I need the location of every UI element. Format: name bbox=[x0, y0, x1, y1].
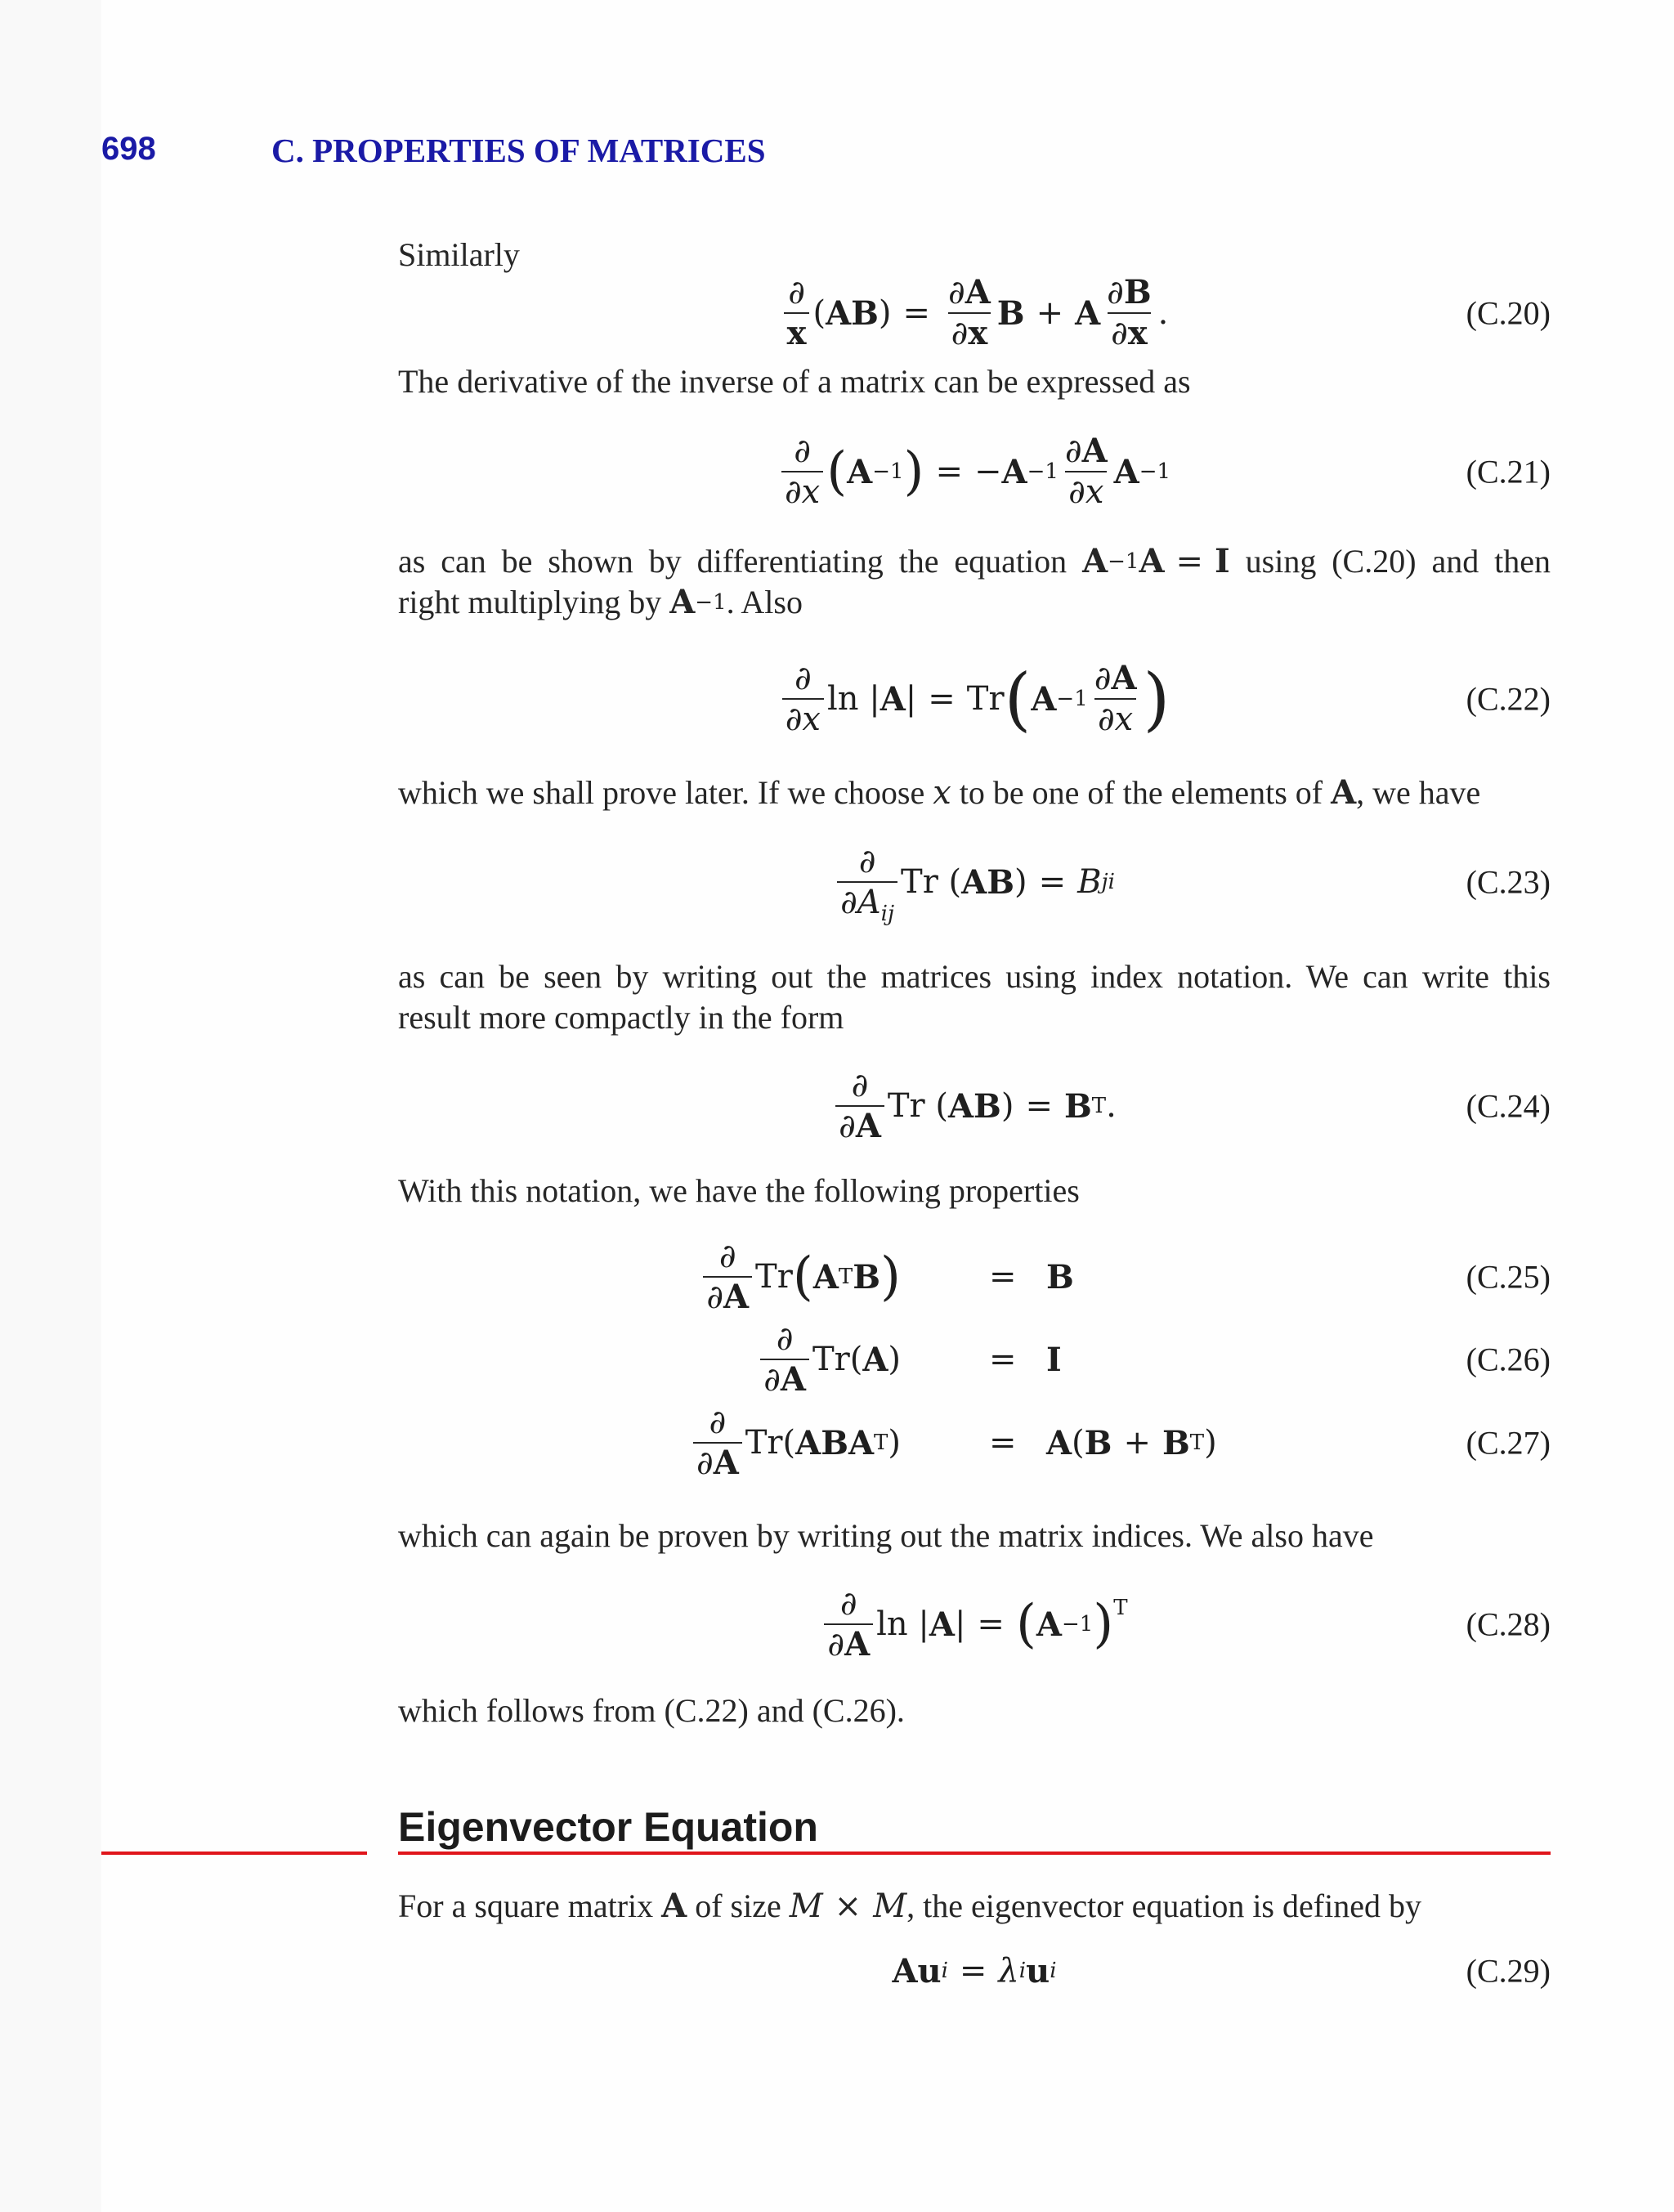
paragraph-compact: result more compactly in the form bbox=[398, 999, 844, 1036]
inline-math: A −1 bbox=[669, 583, 727, 621]
equation-c28: $\frac{\partial}{\partial A}$ ln | A | = ( A −1 ) $^T$ (C.28) bbox=[398, 1579, 1551, 1669]
paragraph-matrix-indices: which can again be proven by writing out the matrix indices. We also have bbox=[398, 1517, 1374, 1554]
text-fragment: For a square matrix bbox=[398, 1887, 654, 1924]
text-fragment: as can be shown by differentiating the equation bbox=[398, 543, 1068, 580]
paragraph-similarly: Similarly bbox=[398, 236, 520, 273]
text-fragment: . Also bbox=[726, 584, 803, 620]
equation-number: (C.23) bbox=[1466, 863, 1551, 901]
text-fragment: , the eigenvector equation is defined by bbox=[906, 1887, 1421, 1924]
text-fragment: , we have bbox=[1356, 774, 1481, 811]
chapter-title: C. PROPERTIES OF MATRICES bbox=[271, 132, 766, 169]
text-fragment: of size bbox=[695, 1887, 781, 1924]
inline-math: M × M bbox=[789, 1887, 907, 1925]
paragraph-notation: With this notation, we have the following properties bbox=[398, 1172, 1080, 1209]
paragraph-follows: which follows from (C.22) and (C.26). bbox=[398, 1692, 905, 1729]
equation-number: (C.27) bbox=[1466, 1424, 1551, 1462]
equation-c20: $\frac{\partial}{x}$ ( AB ) = $\frac{\partial A}{\partial x}$ B + A $\frac{\partial B}{\partial x}$ . (C.20) bbox=[398, 268, 1551, 358]
page-number: 698 bbox=[101, 131, 156, 167]
inline-math: A bbox=[1331, 773, 1357, 812]
paragraph-prove-later bbox=[398, 772, 1551, 813]
equation-number: (C.29) bbox=[1466, 1952, 1551, 1990]
equation-c29: Au i = λ i u i (C.29) bbox=[892, 1951, 1551, 1990]
equation-number: (C.26) bbox=[1466, 1341, 1551, 1378]
paragraph-square-matrix bbox=[398, 1886, 1551, 1927]
inline-math: A −1 A = I bbox=[1082, 542, 1230, 580]
text-fragment: using (C.20) and then bbox=[1245, 543, 1551, 580]
paragraph-index-notation: as can be seen by writing out the matrices using index notation. We can write this bbox=[398, 958, 1551, 995]
equation-c23: $\frac{\partial}{\partial A_{ij}}$ Tr ( AB ) = B ji (C.23) bbox=[398, 837, 1551, 927]
paragraph-differentiating bbox=[398, 541, 1551, 582]
equation-number: (C.22) bbox=[1466, 680, 1551, 718]
text-fragment: right multiplying by bbox=[398, 584, 662, 620]
text-fragment: to be one of the elements of bbox=[959, 774, 1323, 811]
equation-c24: $\frac{\partial}{\partial A}$ Tr ( AB ) = B T . (C.24) bbox=[398, 1061, 1551, 1151]
equation-c26: $\frac{\partial}{\partial A}$ Tr( A ) = I (C.26) bbox=[398, 1314, 1551, 1404]
paragraph-inverse: The derivative of the inverse of a matrix can be expressed as bbox=[398, 363, 1191, 400]
equation-c27: $\frac{\partial}{\partial A}$ Tr( ABA T ) = A ( B + B T ) (C.27) bbox=[398, 1398, 1551, 1488]
equation-c21: $\frac{\partial}{\partial x}$ ( A −1 ) = − A −1 $\frac{\partial A}{\partial x}$ A −1 (C.21) bbox=[398, 427, 1551, 517]
text-fragment: which we shall prove later. If we choose bbox=[398, 774, 925, 811]
left-margin-band bbox=[0, 0, 101, 2212]
section-title: Eigenvector Equation bbox=[398, 1804, 818, 1850]
equation-c22: $\frac{\partial}{\partial x}$ ln | A | = Tr ( A −1 $\frac{\partial A}{\partial x}$ ) (C.22) bbox=[398, 654, 1551, 744]
equation-number: (C.20) bbox=[1466, 294, 1551, 332]
equation-number: (C.25) bbox=[1466, 1258, 1551, 1296]
equation-c25: $\frac{\partial}{\partial A}$ Tr ( A T B ) = B (C.25) bbox=[398, 1232, 1551, 1322]
inline-math: x bbox=[933, 774, 951, 812]
inline-math: A bbox=[661, 1887, 687, 1925]
section-rule-left bbox=[101, 1852, 367, 1855]
equation-number: (C.21) bbox=[1466, 453, 1551, 490]
section-rule bbox=[398, 1852, 1551, 1855]
equation-number: (C.24) bbox=[1466, 1087, 1551, 1125]
equation-number: (C.28) bbox=[1466, 1605, 1551, 1643]
paragraph-right-multiplying bbox=[398, 582, 1551, 623]
